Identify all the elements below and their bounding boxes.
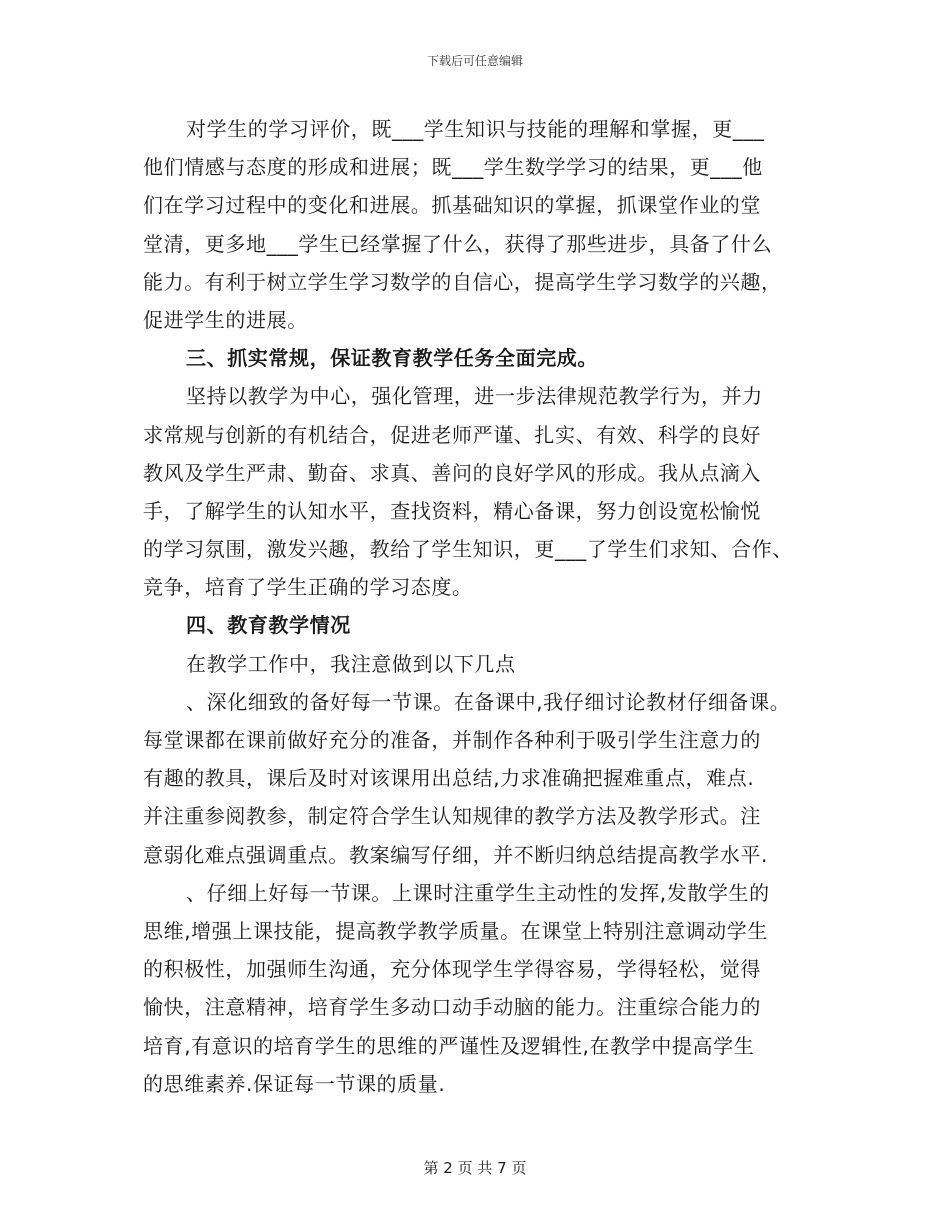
text-line: 思维,增强上课技能，提高教学教学质量。在课堂上特别注意调动学生	[143, 918, 768, 943]
text-line: 堂清，更多地___学生已经掌握了什么，获得了那些进步，具备了什么	[143, 231, 773, 256]
page-footer: 第 2 页 共 7 页	[423, 1159, 527, 1177]
text-line: 并注重参阅教参，制定符合学生认知规律的教学方法及教学形式。注	[143, 804, 761, 829]
text-line: 教风及学生严肃、勤奋、求真、善问的良好学风的形成。我从点滴入	[143, 460, 761, 485]
text-line: 的学习氛围，激发兴趣，教给了学生知识，更___了学生们求知、合作、	[143, 537, 793, 562]
text-line: 坚持以教学为中心，强化管理，进一步法律规范教学行为，并力	[186, 384, 763, 409]
text-line: 愉快，注意精神，培育学生多动口动手动脑的能力。注重综合能力的	[143, 995, 761, 1020]
section-heading: 四、教育教学情况	[186, 613, 351, 638]
text-line: 手，了解学生的认知水平，查找资料，精心备课，努力创设宽松愉悦	[143, 498, 761, 523]
text-line: 的思维素养.保证每一节课的质量.	[143, 1071, 446, 1096]
text-line: 每堂课都在课前做好充分的准备，并制作各种利于吸引学生注意力的	[143, 728, 761, 752]
text-line: 培育,有意识的培育学生的思维的严谨性及逻辑性,在教学中提高学生	[143, 1033, 755, 1058]
page-header: 下载后可任意编辑	[426, 54, 523, 68]
text-line: 在教学工作中，我注意做到以下几点	[186, 651, 516, 676]
text-line: 有趣的教具，课后及时对该课用出总结,力求准确把握难重点，难点.	[143, 766, 755, 791]
text-line: 他们情感与态度的形成和进展；既___学生数学学习的结果，更___他	[143, 155, 763, 180]
text-line: 竞争，培育了学生正确的学习态度。	[143, 575, 473, 600]
text-line: 、深化细致的备好每一节课。在备课中,我仔细讨论教材仔细备课。	[186, 689, 791, 714]
text-line: 意弱化难点强调重点。教案编写仔细，并不断归纳总结提高教学水平.	[143, 842, 768, 867]
document-body	[143, 110, 833, 1103]
text-line: 能力。有利于树立学生学习数学的自信心，提高学生学习数学的兴趣，	[143, 269, 782, 294]
text-line: 促进学生的进展。	[143, 307, 308, 332]
text-line: 对学生的学习评价，既___学生知识与技能的理解和掌握，更___	[186, 117, 765, 141]
section-heading: 三、抓实常规，保证教育教学任务全面完成。	[186, 346, 598, 371]
text-line: 们在学习过程中的变化和进展。抓基础知识的掌握，抓课堂作业的堂	[143, 193, 761, 218]
text-line: 、仔细上好每一节课。上课时注重学生主动性的发挥,发散学生的	[186, 880, 770, 905]
text-line: 的积极性，加强师生沟通，充分体现学生学得容易，学得轻松，觉得	[143, 957, 761, 982]
text-line: 求常规与创新的有机结合，促进老师严谨、扎实、有效、科学的良好	[143, 422, 761, 447]
